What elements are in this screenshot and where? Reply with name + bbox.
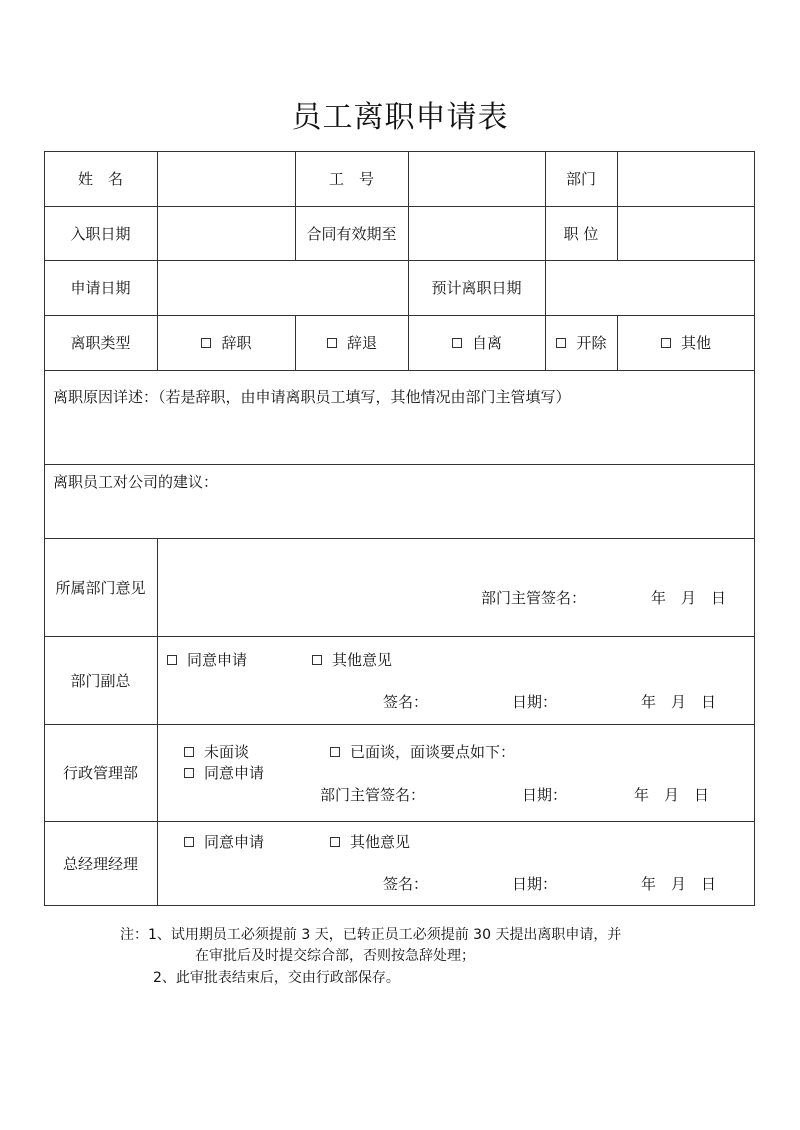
checkbox-icon[interactable]	[330, 747, 340, 757]
gm-agree-option[interactable]: 同意申请	[184, 833, 264, 851]
gm-signature-label: 签名：	[383, 875, 429, 893]
suggestion-label: 离职员工对公司的建议：	[53, 473, 219, 491]
deputy-signature-label: 签名：	[383, 693, 429, 711]
deputy-agree-option[interactable]: 同意申请	[167, 651, 247, 669]
dept-opinion-label: 所属部门意见	[55, 578, 146, 597]
checkbox-icon[interactable]	[330, 837, 340, 847]
admin-not-interviewed-option[interactable]: 未面谈	[184, 743, 249, 761]
leave-type-label: 离职类型	[70, 334, 131, 352]
gm-date-label: 日期：	[512, 875, 558, 893]
option-expelled[interactable]: 开除	[546, 315, 617, 370]
admin-interviewed-option[interactable]: 已面谈，面谈要点如下：	[330, 743, 515, 761]
employee-id-field[interactable]	[409, 151, 545, 206]
admin-agree-option[interactable]: 同意申请	[184, 764, 264, 782]
name-field[interactable]	[158, 151, 295, 206]
admin-date: 年 月 日	[634, 786, 710, 804]
position-label: 职 位	[563, 224, 599, 243]
form-title: 员工离职申请表	[291, 100, 509, 135]
leave-reason-label: 离职原因详述：（若是辞职，由申请离职员工填写，其他情况由部门主管填写）	[53, 388, 571, 406]
hire-date-field[interactable]	[158, 206, 295, 260]
contract-expiry-label: 合同有效期至	[306, 224, 397, 243]
department-field[interactable]	[618, 151, 754, 206]
gm-date: 年 月 日	[641, 875, 717, 893]
option-self-departure[interactable]: 自离	[409, 315, 545, 370]
checkbox-icon[interactable]	[452, 338, 462, 348]
deputy-gm-label: 部门副总	[70, 671, 131, 690]
hire-date-label: 入职日期	[70, 224, 131, 243]
checkbox-icon[interactable]	[167, 655, 177, 665]
expected-leave-date-label: 预计离职日期	[431, 279, 522, 297]
deputy-date-label: 日期：	[512, 693, 558, 711]
checkbox-icon[interactable]	[661, 338, 671, 348]
apply-date-label: 申请日期	[70, 279, 131, 297]
expected-leave-date-field[interactable]	[546, 260, 754, 315]
suggestion-field[interactable]	[45, 495, 754, 537]
note-line-1: 注：1、试用期员工必须提前 3 天，已转正员工必须提前 30 天提出离职申请，并	[120, 927, 622, 943]
department-label: 部门	[565, 170, 596, 188]
dept-head-signature-label: 部门主管签名：	[481, 589, 587, 607]
position-field[interactable]	[618, 206, 754, 260]
employee-id-label: 工 号	[328, 170, 374, 188]
gm-other-option[interactable]: 其他意见	[330, 833, 410, 851]
checkbox-icon[interactable]	[184, 768, 194, 778]
checkbox-icon[interactable]	[201, 338, 211, 348]
checkbox-icon[interactable]	[556, 338, 566, 348]
name-label: 姓 名	[77, 170, 123, 188]
note-line-2: 在审批后及时提交综合部，否则按急辞处理；	[195, 948, 475, 964]
note-line-3: 2、此审批表结束后，交由行政部保存。	[153, 970, 400, 986]
admin-date-label: 日期：	[522, 786, 568, 804]
gm-label: 总经理经理	[62, 854, 138, 873]
dept-opinion-date: 年 月 日	[651, 589, 727, 607]
contract-expiry-field[interactable]	[409, 206, 545, 260]
admin-dept-label: 行政管理部	[62, 764, 138, 782]
leave-reason-field[interactable]	[45, 410, 754, 463]
apply-date-field[interactable]	[158, 260, 408, 315]
option-resign[interactable]: 辞职	[158, 315, 295, 370]
checkbox-icon[interactable]	[327, 338, 337, 348]
deputy-other-option[interactable]: 其他意见	[312, 651, 392, 669]
checkbox-icon[interactable]	[184, 837, 194, 847]
option-other[interactable]: 其他	[618, 315, 754, 370]
deputy-date: 年 月 日	[641, 693, 717, 711]
checkbox-icon[interactable]	[184, 747, 194, 757]
admin-signature-label: 部门主管签名：	[320, 786, 426, 804]
checkbox-icon[interactable]	[312, 655, 322, 665]
option-dismissed[interactable]: 辞退	[296, 315, 408, 370]
